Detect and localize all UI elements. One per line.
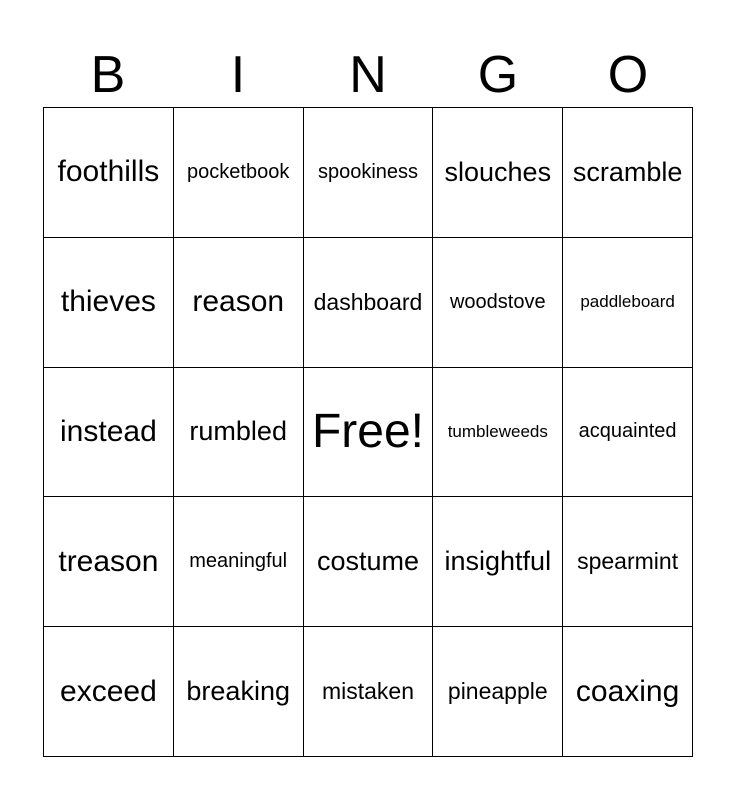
bingo-cell[interactable] [433, 238, 563, 368]
bingo-cell[interactable] [44, 627, 174, 757]
bingo-card-grid [43, 107, 693, 757]
cell-word: pineapple [447, 678, 548, 705]
bingo-cell[interactable] [304, 108, 434, 238]
bingo-cell[interactable] [563, 238, 693, 368]
bingo-cell[interactable] [433, 108, 563, 238]
header-letter-n: N [349, 46, 387, 104]
free-space-label: Free! [311, 405, 424, 459]
header-letter-i: I [230, 46, 246, 104]
bingo-cell[interactable] [174, 627, 304, 757]
header-letter-o: O [607, 46, 649, 104]
cell-word: scramble [572, 156, 683, 187]
cell-word: mistaken [321, 678, 415, 705]
bingo-cell[interactable] [563, 627, 693, 757]
bingo-cell[interactable] [304, 627, 434, 757]
cell-word: paddleboard [580, 292, 675, 312]
cell-word: woodstove [449, 290, 546, 313]
cell-word: foothills [57, 155, 160, 189]
cell-word: pocketbook [187, 160, 290, 183]
bingo-cell[interactable] [433, 368, 563, 498]
cell-word: slouches [444, 156, 552, 187]
cell-word: insightful [444, 546, 552, 577]
cell-word: instead [60, 414, 157, 448]
free-space-cell[interactable] [304, 368, 434, 498]
bingo-cell[interactable] [563, 368, 693, 498]
bingo-cell[interactable] [44, 368, 174, 498]
cell-word: meaningful [189, 550, 288, 573]
cell-word: exceed [60, 674, 157, 708]
bingo-cell[interactable] [433, 627, 563, 757]
cell-word: spookiness [317, 160, 419, 183]
bingo-cell[interactable] [44, 497, 174, 627]
cell-word: coaxing [575, 674, 680, 708]
header-letter-g: G [477, 46, 519, 104]
cell-word: costume [316, 546, 420, 577]
bingo-cell[interactable] [304, 497, 434, 627]
cell-word: tumbleweeds [447, 421, 548, 441]
bingo-cell[interactable] [174, 108, 304, 238]
cell-word: dashboard [313, 288, 423, 315]
bingo-cell[interactable] [563, 108, 693, 238]
cell-word: treason [58, 544, 159, 578]
bingo-cell[interactable] [304, 238, 434, 368]
bingo-cell[interactable] [174, 238, 304, 368]
cell-word: spearmint [577, 548, 679, 575]
cell-word: reason [192, 285, 285, 319]
cell-word: breaking [186, 676, 290, 707]
bingo-cell[interactable] [433, 497, 563, 627]
cell-word: rumbled [189, 416, 287, 447]
bingo-header [43, 44, 693, 106]
cell-word: acquainted [578, 420, 677, 443]
bingo-cell[interactable] [44, 238, 174, 368]
bingo-cell[interactable] [563, 497, 693, 627]
bingo-cell[interactable] [44, 108, 174, 238]
bingo-cell[interactable] [174, 368, 304, 498]
cell-word: thieves [60, 285, 156, 319]
header-letter-b: B [90, 46, 126, 104]
bingo-cell[interactable] [174, 497, 304, 627]
